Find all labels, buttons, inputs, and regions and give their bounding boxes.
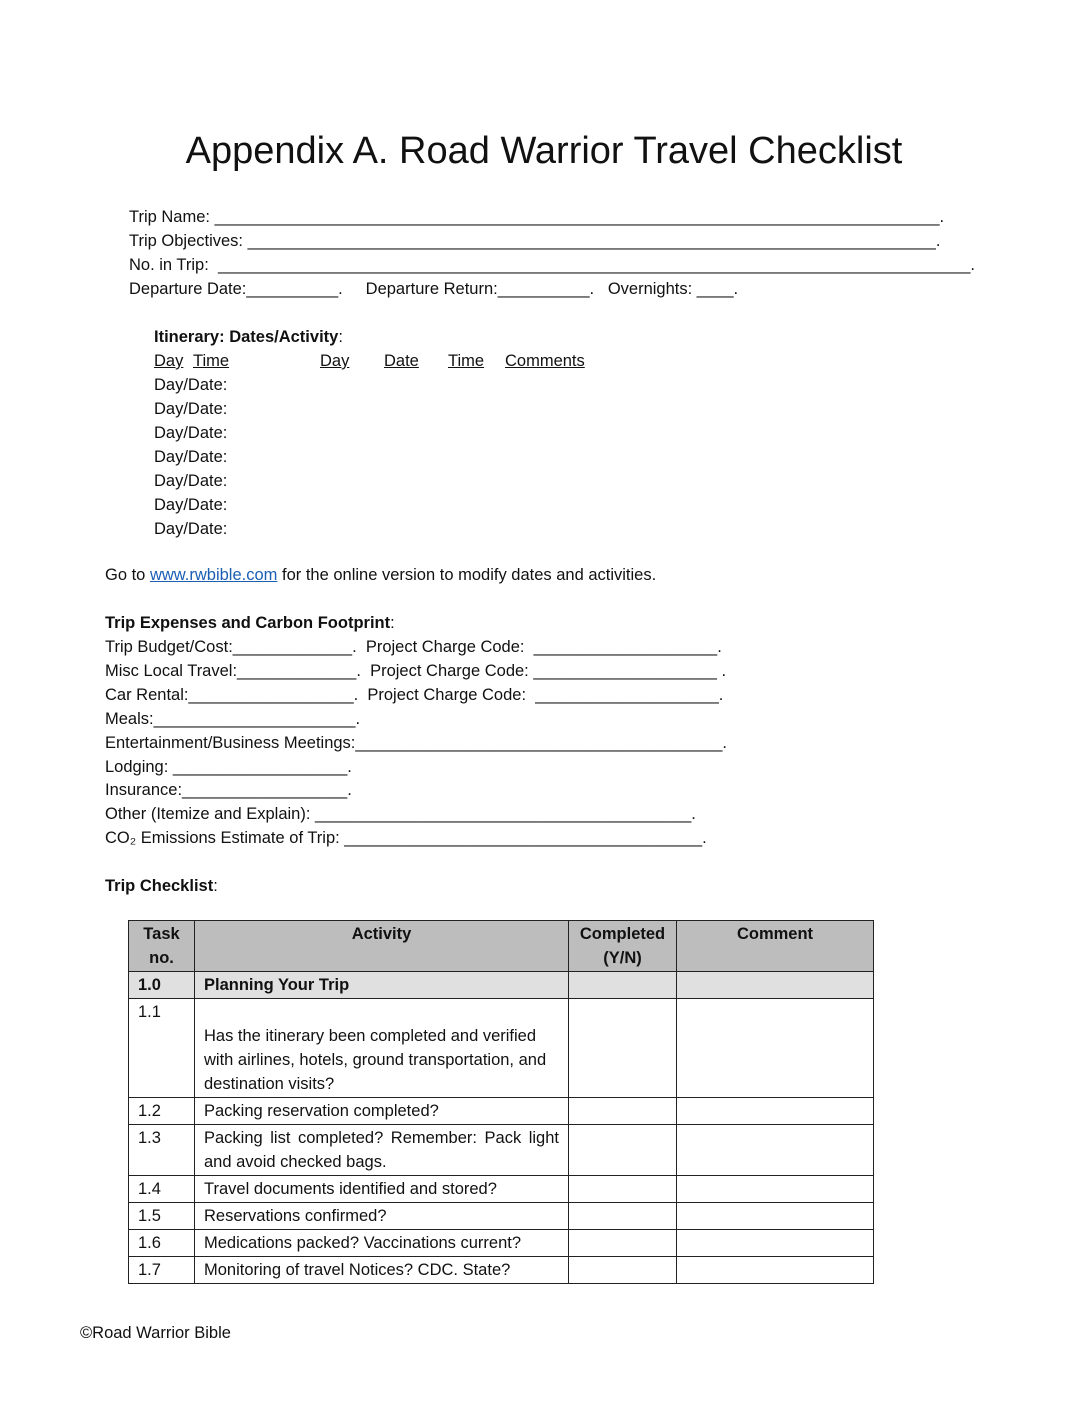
entertainment-field[interactable]: Entertainment/Business Meetings:________________________________________. xyxy=(105,734,728,752)
comment-cell[interactable] xyxy=(677,972,874,999)
itinerary-row[interactable]: Day/Date: xyxy=(154,520,228,538)
table-header-row xyxy=(129,921,874,972)
task-number: 1.7 xyxy=(129,1257,195,1284)
comment-cell[interactable] xyxy=(677,1203,874,1230)
itinerary-col-day-2: Day xyxy=(320,352,350,370)
table-row xyxy=(129,1176,874,1203)
itinerary-heading xyxy=(154,325,343,349)
task-number: 1.4 xyxy=(129,1176,195,1203)
itinerary-column-headers xyxy=(0,349,1088,373)
task-activity: Travel documents identified and stored? xyxy=(195,1176,569,1203)
lodging-field[interactable]: Lodging: ___________________. xyxy=(105,758,352,776)
trip-objectives-field[interactable]: Trip Objectives: ___________________________________________________________________________. xyxy=(129,232,941,250)
col-task-no: Task no. xyxy=(129,921,195,972)
task-activity: Medications packed? Vaccinations current? xyxy=(195,1230,569,1257)
rwbible-link[interactable]: www.rwbible.com xyxy=(149,566,278,584)
comment-cell[interactable] xyxy=(677,1257,874,1284)
itinerary-col-comments: Comments xyxy=(505,352,585,370)
task-number: 1.0 xyxy=(129,972,195,999)
col-completed: Completed (Y/N) xyxy=(569,921,677,972)
col-activity: Activity xyxy=(195,921,569,972)
itinerary-row[interactable]: Day/Date: xyxy=(154,448,228,466)
itinerary-col-time-2: Time xyxy=(448,352,485,370)
itinerary-row[interactable]: Day/Date: xyxy=(154,472,228,490)
number-in-trip-field[interactable]: No. in Trip: __________________________________________________________________________________. xyxy=(129,256,976,274)
misc-local-travel-field[interactable]: Misc Local Travel:_____________. Project Charge Code: ____________________ . xyxy=(105,662,727,680)
table-row xyxy=(129,1125,874,1176)
table-row xyxy=(129,1098,874,1125)
online-note-suffix: for the online version to modify dates and activities. xyxy=(277,566,657,584)
itinerary-row[interactable]: Day/Date: xyxy=(154,376,228,394)
table-row xyxy=(129,1230,874,1257)
task-activity: Packing list completed? Remember: Pack light and avoid checked bags. xyxy=(195,1125,569,1176)
completed-cell[interactable] xyxy=(569,1125,677,1176)
online-version-note xyxy=(105,563,656,587)
table-row xyxy=(129,1203,874,1230)
comment-cell[interactable] xyxy=(677,1230,874,1257)
departure-dates-field[interactable]: Departure Date:__________. Departure Return:__________. Overnights: ____. xyxy=(129,280,739,298)
itinerary-row[interactable]: Day/Date: xyxy=(154,400,228,418)
task-number: 1.3 xyxy=(129,1125,195,1176)
online-note-prefix: Go to xyxy=(105,566,150,584)
completed-cell[interactable] xyxy=(569,999,677,1098)
comment-cell[interactable] xyxy=(677,999,874,1098)
task-number: 1.5 xyxy=(129,1203,195,1230)
col-comment: Comment xyxy=(677,921,874,972)
meals-field[interactable]: Meals:______________________. xyxy=(105,710,361,728)
checklist-heading-colon: : xyxy=(213,877,218,895)
trip-budget-field[interactable]: Trip Budget/Cost:_____________. Project Charge Code: ____________________. xyxy=(105,638,722,656)
itinerary-col-date: Date xyxy=(384,352,419,370)
completed-cell[interactable] xyxy=(569,972,677,999)
itinerary-heading-colon: : xyxy=(338,328,343,346)
table-row xyxy=(129,999,874,1098)
task-number: 1.1 xyxy=(129,999,195,1098)
completed-cell[interactable] xyxy=(569,1257,677,1284)
section-row xyxy=(129,972,874,999)
other-expenses-field[interactable]: Other (Itemize and Explain): _________________________________________. xyxy=(105,805,696,823)
co2-emissions-field[interactable]: CO₂ Emissions Estimate of Trip: _______________________________________. xyxy=(105,829,707,847)
table-row xyxy=(129,1257,874,1284)
task-activity: Has the itinerary been completed and verified with airlines, hotels, ground transportation, and destination visits? xyxy=(195,999,569,1098)
itinerary-col-day: Day xyxy=(154,352,184,370)
itinerary-col-time: Time xyxy=(193,352,230,370)
copyright-footer: ©Road Warrior Bible xyxy=(80,1324,231,1342)
completed-cell[interactable] xyxy=(569,1098,677,1125)
trip-name-field[interactable]: Trip Name: _______________________________________________________________________________. xyxy=(129,208,945,226)
completed-cell[interactable] xyxy=(569,1203,677,1230)
task-number: 1.6 xyxy=(129,1230,195,1257)
task-activity: Planning Your Trip xyxy=(195,972,569,999)
expenses-heading xyxy=(105,611,395,635)
checklist-heading xyxy=(105,874,218,898)
comment-cell[interactable] xyxy=(677,1176,874,1203)
checklist-heading-text: Trip Checklist xyxy=(105,877,214,895)
completed-cell[interactable] xyxy=(569,1176,677,1203)
task-activity: Monitoring of travel Notices? CDC. State? xyxy=(195,1257,569,1284)
checklist-table xyxy=(128,920,874,1284)
comment-cell[interactable] xyxy=(677,1125,874,1176)
insurance-field[interactable]: Insurance:__________________. xyxy=(105,781,352,799)
car-rental-field[interactable]: Car Rental:__________________. Project Charge Code: ____________________. xyxy=(105,686,724,704)
task-number: 1.2 xyxy=(129,1098,195,1125)
comment-cell[interactable] xyxy=(677,1098,874,1125)
task-activity: Reservations confirmed? xyxy=(195,1203,569,1230)
task-activity: Packing reservation completed? xyxy=(195,1098,569,1125)
expenses-heading-colon: : xyxy=(390,614,395,632)
page-title: Appendix A. Road Warrior Travel Checklist xyxy=(185,130,903,172)
expenses-heading-text: Trip Expenses and Carbon Footprint xyxy=(105,614,391,632)
completed-cell[interactable] xyxy=(569,1230,677,1257)
itinerary-row[interactable]: Day/Date: xyxy=(154,496,228,514)
itinerary-row[interactable]: Day/Date: xyxy=(154,424,228,442)
itinerary-heading-text: Itinerary: Dates/Activity xyxy=(154,328,339,346)
